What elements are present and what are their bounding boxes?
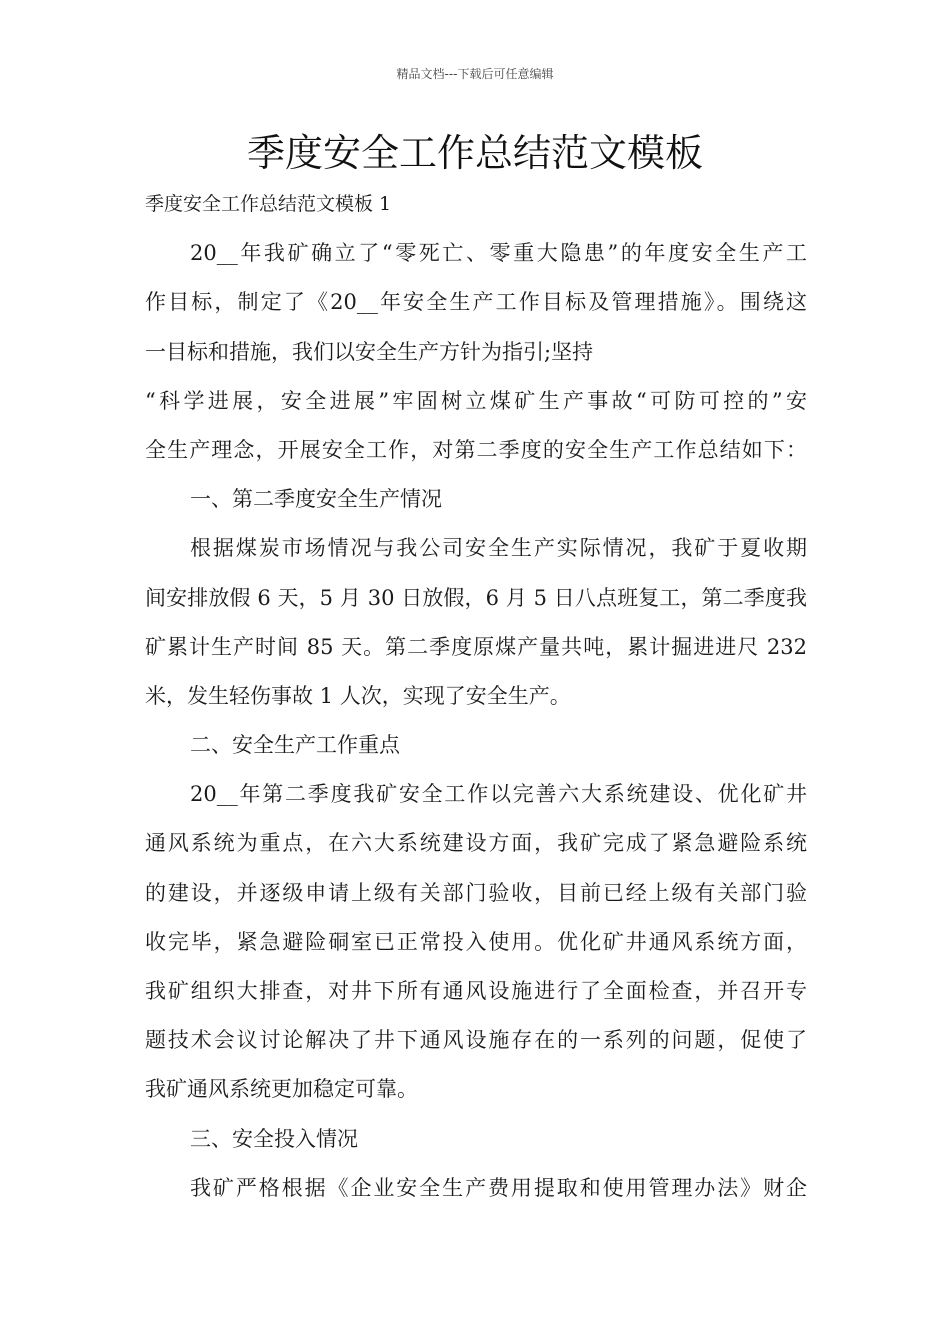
paragraph-line: 间安排放假 6 天，5 月 30 日放假，6 月 5 日八点班复工，第二季度我: [145, 585, 807, 610]
paragraph-line: 的建设，并逐级申请上级有关部门验收，目前已经上级有关部门验: [145, 880, 807, 905]
header-note: 精品文档---下载后可任意编辑: [396, 67, 554, 81]
paragraph-line: 米，发生轻伤事故 1 人次，实现了安全生产。: [145, 683, 571, 708]
document-title: 季度安全工作总结范文模板: [246, 131, 703, 175]
paragraph-line: “科学进展，安全进展”牢固树立煤矿生产事故“可防可控的”安: [145, 388, 807, 413]
paragraph-line: 一目标和措施，我们以安全生产方针为指引;坚持: [145, 339, 594, 364]
paragraph-line: 收完毕，紧急避险硐室已正常投入使用。优化矿井通风系统方面，: [145, 929, 807, 954]
section-heading: 一、第二季度安全生产情况: [190, 487, 442, 512]
paragraph-line: 通风系统为重点，在六大系统建设方面，我矿完成了紧急避险系统: [145, 831, 807, 856]
paragraph-line: 20__年第二季度我矿安全工作以完善六大系统建设、优化矿井: [190, 782, 807, 807]
paragraph-line: 矿累计生产时间 85 天。第二季度原煤产量共吨，累计掘进进尺 232: [145, 634, 807, 659]
paragraph-line: 根据煤炭市场情况与我公司安全生产实际情况，我矿于夏收期: [190, 536, 807, 561]
paragraph-line: 题技术会议讨论解决了井下通风设施存在的一系列的问题，促使了: [145, 1028, 807, 1053]
paragraph-line: 全生产理念，开展安全工作，对第二季度的安全生产工作总结如下：: [145, 437, 807, 462]
paragraph-line: 作目标，制定了《20__年安全生产工作目标及管理措施》。围绕这: [145, 290, 807, 315]
paragraph-line: 20__年我矿确立了“零死亡、零重大隐患”的年度安全生产工: [190, 241, 807, 266]
section-heading: 二、安全生产工作重点: [190, 733, 400, 758]
paragraph-line: 我矿通风系统更加稳定可靠。: [145, 1077, 418, 1102]
section-subtitle: 季度安全工作总结范文模板 1: [145, 193, 392, 215]
paragraph-line: 我矿组织大排查，对井下所有通风设施进行了全面检查，并召开专: [145, 979, 807, 1003]
document-body: [145, 180, 807, 1213]
paragraph-line: 我矿严格根据《企业安全生产费用提取和使用管理办法》财企: [190, 1175, 807, 1200]
section-heading: 三、安全投入情况: [190, 1126, 358, 1151]
